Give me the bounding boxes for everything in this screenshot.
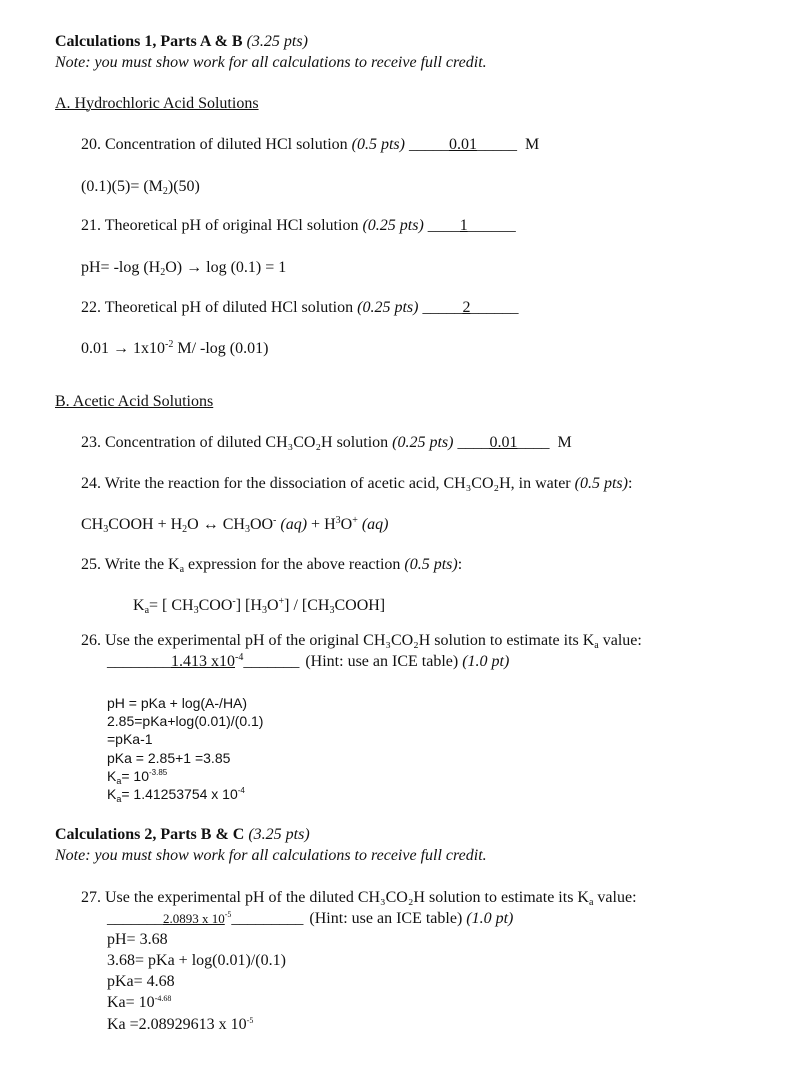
r24-e: (aq) (276, 516, 308, 533)
q27-points: (1.0 pt) (466, 910, 514, 927)
r24-a: CH (81, 516, 104, 533)
work-22 (81, 339, 268, 359)
question-20-blank: _____ (408, 136, 449, 153)
w27-l4a: Ka= 10 (107, 994, 155, 1011)
work-27-line-3: pKa= 4.68 (107, 973, 175, 990)
q27-hint: (Hint: use an ICE table) (309, 910, 463, 927)
q27-a: 27. Use the experimental pH of the diluted CH₃CO₂H solution to estimate its K (81, 889, 589, 906)
w26-l6a: K (107, 786, 117, 802)
q25-colon: : (457, 556, 463, 573)
calc1-title: Calculations 1, Parts A & B (55, 33, 243, 50)
work-26-line-3: =pKa-1 (107, 731, 153, 747)
w27-l5sup: -5 (246, 1016, 254, 1025)
r24-g: O (340, 516, 353, 533)
w26-l6b: = 1.41253754 x 10 (121, 786, 238, 802)
k25-g: COOH] (334, 597, 386, 614)
k25-d: ] [H (235, 597, 262, 614)
question-23-blank: ____ (457, 434, 490, 451)
r24-f: + H (307, 516, 336, 533)
k25-s1: 3 (193, 605, 199, 616)
part-a-heading (55, 94, 259, 114)
question-22-blank: _____ (422, 299, 463, 316)
w27-l4sup: -4.68 (154, 994, 172, 1003)
work-20-sub: 2 (162, 186, 168, 197)
r24-b: COOH + H (108, 516, 183, 533)
work-26-line-6 (107, 785, 245, 803)
k25-b: = [ CH (149, 597, 194, 614)
q26-hint: (Hint: use an ICE table) (305, 653, 459, 670)
k25-a: K (133, 597, 145, 614)
q25-points: (0.5 pts) (404, 556, 458, 573)
calc1-note: Note: you must show work for all calculations to receive full credit. (55, 54, 487, 71)
k25-f: ] / [CH (284, 597, 330, 614)
k25-c: COO (198, 597, 233, 614)
question-22 (81, 298, 518, 318)
w26-l5a: K (107, 768, 117, 784)
r24-sup2: + (352, 515, 358, 526)
question-24-colon: : (627, 475, 633, 492)
question-26-answer-line (107, 652, 509, 672)
work-27-line-2: 3.68= pKa + log(0.01)/(0.1) (107, 952, 286, 969)
r24-d: OO (249, 516, 274, 533)
question-24-points: (0.5 pts) (574, 475, 628, 492)
question-21 (81, 216, 516, 236)
q26-sup: -4 (235, 652, 244, 663)
work-27-line-1: pH= 3.68 (107, 931, 168, 948)
q26-a: 26. Use the experimental pH of the original CH₃CO₂H solution to estimate its K (81, 632, 595, 649)
question-22-answer: 2 (462, 299, 471, 316)
work-27-line-5 (107, 1015, 253, 1035)
part-b-heading-text: B. Acetic Acid Solutions (55, 393, 214, 410)
q25-a: 25. Write the K (81, 556, 180, 573)
r24-h: (aq) (357, 516, 389, 533)
question-23-unit: M (557, 434, 572, 451)
q27-b: value: (593, 889, 637, 906)
part-a-heading-text: A. Hydrochloric Acid Solutions (55, 95, 259, 112)
question-27-answer-line (107, 909, 513, 929)
k25-e: O (266, 597, 279, 614)
calc1-points: (3.25 pts) (246, 33, 308, 50)
question-20-unit: M (524, 136, 540, 153)
question-22-text: 22. Theoretical pH of diluted HCl solution (81, 299, 354, 316)
q26-answer: 1.413 x10 (171, 653, 235, 670)
q26-blank-end: _______ (243, 653, 300, 670)
calc2-title: Calculations 2, Parts B & C (55, 826, 245, 843)
work-27-line-4 (107, 993, 171, 1013)
question-21-points: (0.25 pts) (362, 217, 424, 234)
question-27 (81, 888, 637, 908)
w26-l5sup: -3.85 (149, 768, 168, 777)
work-20-a: (0.1)(5)= (M (81, 178, 163, 195)
w26-l6sup: -4 (237, 786, 245, 795)
work-22-sup: -2 (165, 339, 174, 350)
question-22-points: (0.25 pts) (357, 299, 419, 316)
work-21-b: O) → log (0.1) = 1 (165, 259, 287, 276)
q27-blank-end: _________ (231, 910, 304, 927)
question-26 (81, 631, 642, 651)
question-24 (81, 474, 632, 494)
k25-sup1: - (232, 596, 236, 607)
question-20-blank-end: _____ (476, 136, 517, 153)
q25-sub: a (179, 564, 185, 575)
r24-s2: 2 (182, 524, 188, 535)
work-21-sub: 2 (160, 267, 166, 278)
question-21-text: 21. Theoretical pH of original HCl solution (81, 217, 359, 234)
question-20 (81, 135, 539, 155)
work-22-a: 0.01 → 1x10 (81, 340, 165, 357)
work-26-line-2: 2.85=pKa+log(0.01)/(0.1) (107, 713, 264, 729)
q26-sub: a (594, 640, 599, 651)
question-20-answer: 0.01 (448, 136, 477, 153)
k25-s2: 3 (261, 605, 267, 616)
w26-l6s: a (116, 794, 122, 804)
q27-sup: -5 (224, 910, 232, 919)
work-22-b: M/ -log (0.01) (173, 340, 269, 357)
k25-sup2: + (278, 596, 285, 607)
work-21 (81, 258, 286, 278)
question-21-answer: 1 (459, 217, 468, 234)
question-20-points: (0.5 pts) (351, 136, 405, 153)
work-26-line-5 (107, 767, 167, 785)
r24-s4: 3 (335, 515, 341, 526)
w26-l5s: a (116, 776, 122, 786)
q27-blank: _______ (107, 910, 163, 927)
calc2-header (55, 825, 310, 845)
r24-c: O ↔ CH (187, 516, 245, 533)
work-20 (81, 177, 200, 197)
question-23-points: (0.25 pts) (392, 434, 454, 451)
q26-blank: ________ (107, 653, 171, 670)
k25-s3: 3 (329, 605, 335, 616)
question-23 (81, 433, 572, 453)
question-23-blank-end: ____ (517, 434, 550, 451)
q26-points: (1.0 pt) (462, 653, 510, 670)
calc2-note: Note: you must show work for all calculations to receive full credit. (55, 847, 487, 864)
question-24-text: 24. Write the reaction for the dissociation of acetic acid, CH₃CO₂H, in water (81, 475, 571, 492)
work-26-line-1: pH = pKa + log(A-/HA) (107, 695, 248, 711)
part-b-heading (55, 392, 213, 412)
q27-answer: 2.0893 x 10 (163, 911, 225, 926)
work-21-a: pH= -log (H (81, 259, 161, 276)
calc1-header (55, 32, 308, 52)
q27-sub: a (588, 897, 594, 908)
work-26-line-4: pKa = 2.85+1 =3.85 (107, 750, 231, 766)
r24-s3: 3 (244, 524, 250, 535)
work-20-b: )(50) (167, 178, 200, 195)
question-23-answer: 0.01 (489, 434, 518, 451)
k25-sub0: a (144, 605, 150, 616)
w26-l5b: = 10 (121, 768, 149, 784)
ka-expression-25 (133, 596, 385, 616)
question-20-text: 20. Concentration of diluted HCl solution (81, 136, 348, 153)
question-23-text: 23. Concentration of diluted CH₃CO₂H solution (81, 434, 389, 451)
question-22-blank-end: ______ (470, 299, 519, 316)
r24-s1: 3 (103, 524, 109, 535)
question-21-blank: ____ (427, 217, 460, 234)
question-25 (81, 555, 462, 575)
q25-b: expression for the above reaction (184, 556, 401, 573)
question-21-blank-end: ______ (467, 217, 516, 234)
reaction-24 (81, 515, 388, 535)
q26-b: value: (598, 632, 642, 649)
calc2-points: (3.25 pts) (248, 826, 310, 843)
r24-sup1: - (273, 515, 277, 526)
w27-l5a: Ka =2.08929613 x 10 (107, 1016, 247, 1033)
